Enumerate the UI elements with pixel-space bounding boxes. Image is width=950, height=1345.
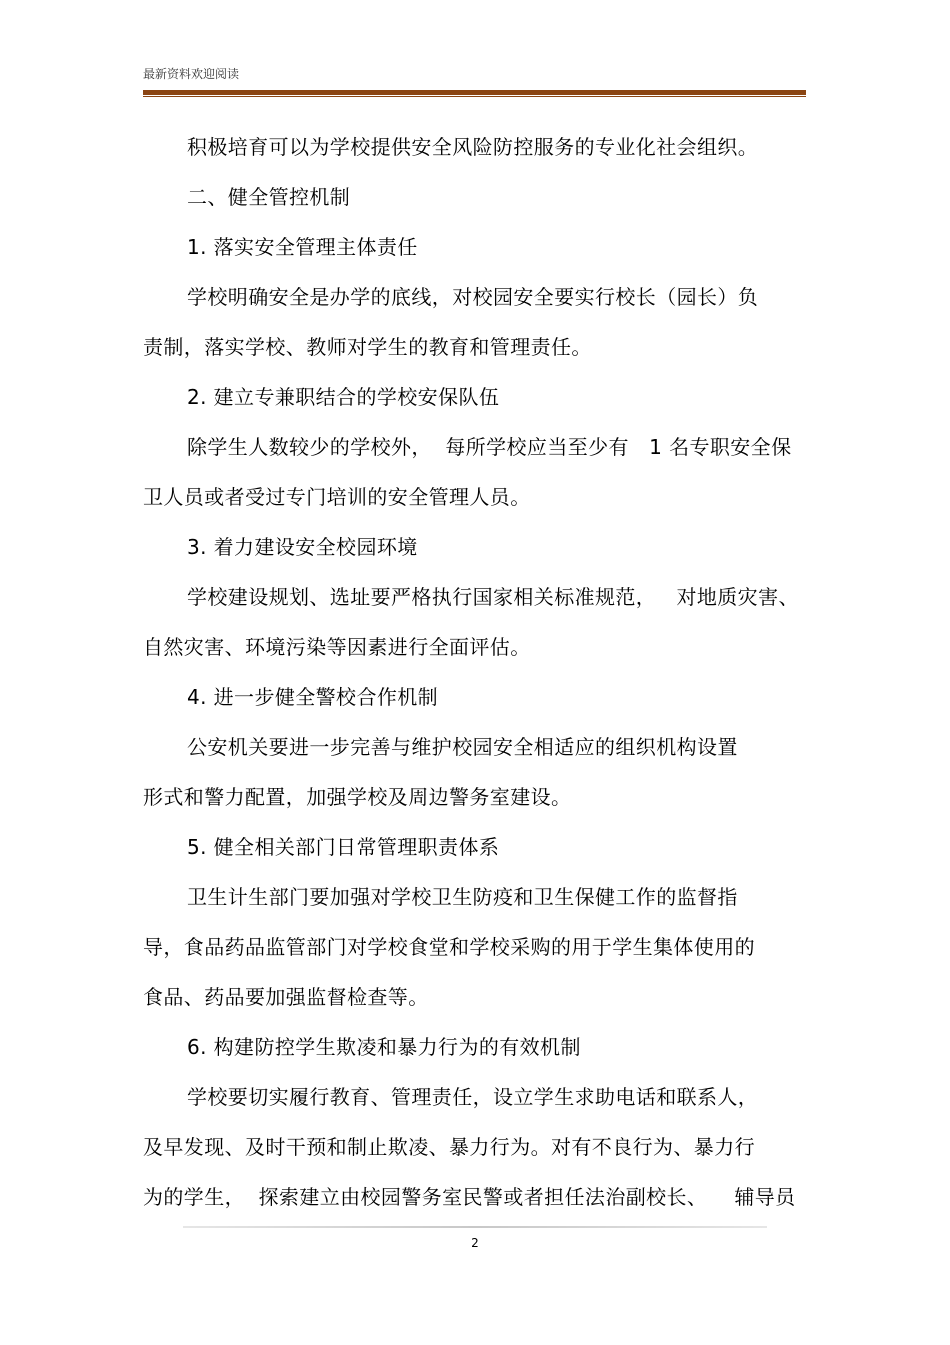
subsection-heading: 6. 构建防控学生欺凌和暴力行为的有效机制 xyxy=(187,1035,581,1059)
subsection-heading: 1. 落实安全管理主体责任 xyxy=(187,235,418,259)
paragraph-line: 自然灾害、环境污染等因素进行全面评估。 xyxy=(143,635,531,659)
header-rule-thin xyxy=(143,96,806,97)
subsection-heading: 2. 建立专兼职结合的学校安保队伍 xyxy=(187,385,500,409)
paragraph-line: 责制，落实学校、教师对学生的教育和管理责任。 xyxy=(143,335,592,359)
subsection-heading: 5. 健全相关部门日常管理职责体系 xyxy=(187,835,500,859)
section-heading: 二、健全管控机制 xyxy=(187,185,351,209)
paragraph-line: 卫生计生部门要加强对学校卫生防疫和卫生保健工作的监督指 xyxy=(187,885,738,909)
paragraph-line: 除学生人数较少的学校外， 每所学校应当至少有 1 名专职安全保 xyxy=(187,435,792,459)
paragraph-line: 学校明确安全是办学的底线，对校园安全要实行校长（园长）负 xyxy=(187,285,759,309)
page-header: 最新资料欢迎阅读 xyxy=(143,67,240,81)
paragraph-line: 食品、药品要加强监督检查等。 xyxy=(143,985,429,1009)
paragraph-line: 积极培育可以为学校提供安全风险防控服务的专业化社会组织。 xyxy=(187,135,759,159)
paragraph-line: 学校要切实履行教育、管理责任，设立学生求助电话和联系人， xyxy=(187,1085,759,1109)
paragraph-line: 导，食品药品监管部门对学校食堂和学校采购的用于学生集体使用的 xyxy=(143,935,755,959)
document-body xyxy=(143,122,813,1222)
footer-rule xyxy=(183,1226,767,1228)
paragraph-line: 卫人员或者受过专门培训的安全管理人员。 xyxy=(143,485,531,509)
paragraph-line: 及早发现、及时干预和制止欺凌、暴力行为。对有不良行为、暴力行 xyxy=(143,1135,755,1159)
paragraph-line: 学校建设规划、选址要严格执行国家相关标准规范， 对地质灾害、 xyxy=(187,585,799,609)
header-rule xyxy=(143,90,806,95)
paragraph-line: 为的学生， 探索建立由校园警务室民警或者担任法治副校长、 辅导员 xyxy=(143,1185,796,1209)
paragraph-line: 公安机关要进一步完善与维护校园安全相适应的组织机构设置 xyxy=(187,735,738,759)
subsection-heading: 3. 着力建设安全校园环境 xyxy=(187,535,418,559)
subsection-heading: 4. 进一步健全警校合作机制 xyxy=(187,685,439,709)
paragraph-line: 形式和警力配置，加强学校及周边警务室建设。 xyxy=(143,785,572,809)
page-number: 2 xyxy=(471,1236,479,1250)
